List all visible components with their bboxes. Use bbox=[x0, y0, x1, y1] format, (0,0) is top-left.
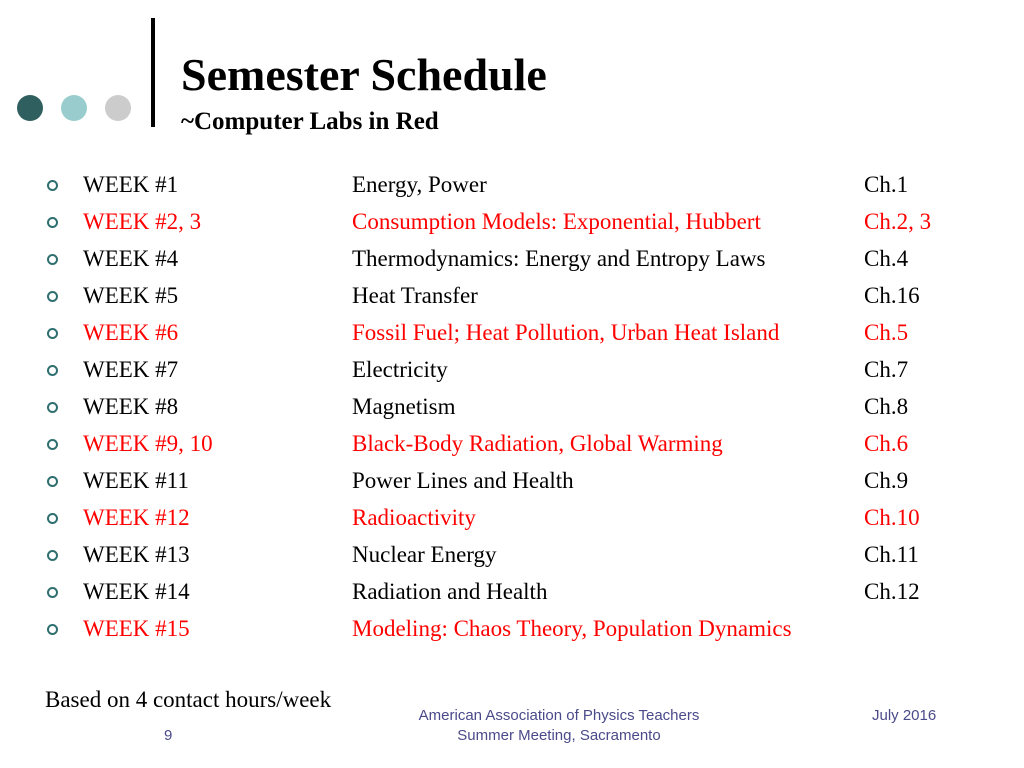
week-label: WEEK #7 bbox=[83, 357, 179, 382]
schedule-row bbox=[0, 573, 1024, 610]
schedule-row bbox=[0, 166, 1024, 203]
footer-organization-line1: American Association of Physics Teachers bbox=[418, 707, 700, 724]
light-teal-dot bbox=[61, 95, 87, 121]
schedule-row bbox=[0, 277, 1024, 314]
schedule-row bbox=[0, 351, 1024, 388]
ring-bullet-icon bbox=[47, 217, 58, 228]
schedule-row bbox=[0, 610, 1024, 647]
ring-bullet-icon bbox=[47, 180, 58, 191]
chapter-label: Ch.9 bbox=[864, 468, 909, 493]
topic-label: Radioactivity bbox=[352, 505, 476, 530]
topic-label: Energy, Power bbox=[352, 172, 487, 197]
ring-bullet-icon bbox=[47, 291, 58, 302]
footer-date: July 2016 bbox=[872, 707, 937, 724]
gray-dot bbox=[105, 95, 131, 121]
topic-label: Power Lines and Health bbox=[352, 468, 574, 493]
chapter-label: Ch.4 bbox=[864, 246, 909, 271]
week-label: WEEK #6 bbox=[83, 320, 179, 345]
schedule-row bbox=[0, 462, 1024, 499]
chapter-label: Ch.16 bbox=[864, 283, 920, 308]
topic-label: Heat Transfer bbox=[352, 283, 478, 308]
topic-label: Radiation and Health bbox=[352, 579, 548, 604]
schedule-row bbox=[0, 314, 1024, 351]
week-label: WEEK #15 bbox=[83, 616, 190, 641]
schedule-row bbox=[0, 240, 1024, 277]
topic-label: Electricity bbox=[352, 357, 448, 382]
decorative-dots bbox=[0, 0, 140, 140]
ring-bullet-icon bbox=[47, 439, 58, 450]
footer-organization-line2: Summer Meeting, Sacramento bbox=[457, 727, 661, 744]
chapter-label: Ch.7 bbox=[864, 357, 909, 382]
week-label: WEEK #14 bbox=[83, 579, 190, 604]
chapter-label: Ch.12 bbox=[864, 579, 920, 604]
chapter-label: Ch.1 bbox=[864, 172, 909, 197]
chapter-label: Ch.5 bbox=[864, 320, 909, 345]
topic-label: Modeling: Chaos Theory, Population Dynamics bbox=[352, 616, 792, 641]
week-label: WEEK #8 bbox=[83, 394, 179, 419]
week-label: WEEK #5 bbox=[83, 283, 179, 308]
ring-bullet-icon bbox=[47, 402, 58, 413]
slide-subtitle: ~Computer Labs in Red bbox=[181, 108, 439, 135]
schedule-row bbox=[0, 203, 1024, 240]
week-label: WEEK #2, 3 bbox=[83, 209, 202, 234]
week-label: WEEK #1 bbox=[83, 172, 179, 197]
week-label: WEEK #13 bbox=[83, 542, 190, 567]
title-divider bbox=[151, 18, 155, 127]
ring-bullet-icon bbox=[47, 476, 58, 487]
topic-label: Consumption Models: Exponential, Hubbert bbox=[352, 209, 761, 234]
week-label: WEEK #9, 10 bbox=[83, 431, 213, 456]
schedule-row bbox=[0, 536, 1024, 573]
chapter-label: Ch.6 bbox=[864, 431, 909, 456]
ring-bullet-icon bbox=[47, 624, 58, 635]
chapter-label: Ch.2, 3 bbox=[864, 209, 932, 234]
ring-bullet-icon bbox=[47, 587, 58, 598]
schedule-row bbox=[0, 499, 1024, 536]
week-label: WEEK #4 bbox=[83, 246, 179, 271]
ring-bullet-icon bbox=[47, 328, 58, 339]
ring-bullet-icon bbox=[47, 254, 58, 265]
schedule-row bbox=[0, 388, 1024, 425]
ring-bullet-icon bbox=[47, 365, 58, 376]
topic-label: Nuclear Energy bbox=[352, 542, 497, 567]
topic-label: Fossil Fuel; Heat Pollution, Urban Heat Island bbox=[352, 320, 780, 345]
topic-label: Black-Body Radiation, Global Warming bbox=[352, 431, 723, 456]
topic-label: Magnetism bbox=[352, 394, 456, 419]
schedule-row bbox=[0, 425, 1024, 462]
schedule-list bbox=[0, 166, 1024, 647]
ring-bullet-icon bbox=[47, 513, 58, 524]
slide-title: Semester Schedule bbox=[181, 49, 547, 100]
page-number: 9 bbox=[164, 727, 173, 744]
week-label: WEEK #12 bbox=[83, 505, 190, 530]
dark-teal-dot bbox=[17, 95, 43, 121]
week-label: WEEK #11 bbox=[83, 468, 189, 493]
chapter-label: Ch.8 bbox=[864, 394, 909, 419]
topic-label: Thermodynamics: Energy and Entropy Laws bbox=[352, 246, 766, 271]
ring-bullet-icon bbox=[47, 550, 58, 561]
chapter-label: Ch.10 bbox=[864, 505, 920, 530]
footer-organization bbox=[399, 706, 719, 746]
chapter-label: Ch.11 bbox=[864, 542, 919, 567]
contact-hours-note: Based on 4 contact hours/week bbox=[45, 687, 332, 712]
